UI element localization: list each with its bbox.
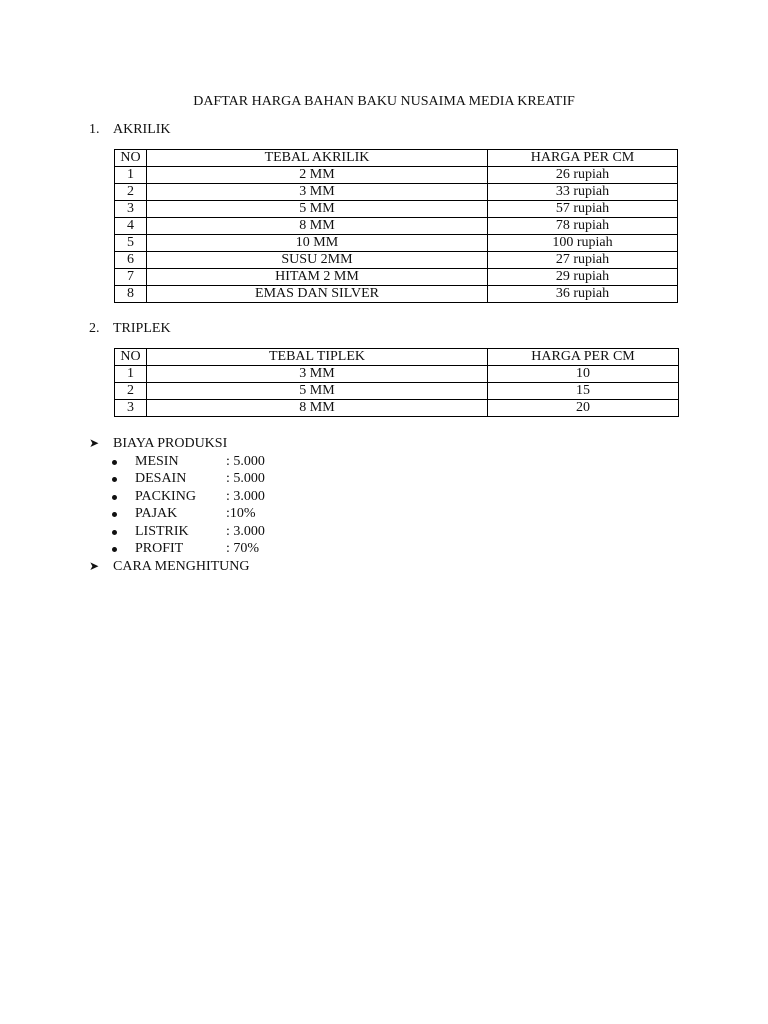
table-cell: 1 <box>115 167 147 184</box>
section-title: AKRILIK <box>113 122 171 137</box>
table-row <box>115 218 678 235</box>
table-cell: 15 <box>488 383 679 400</box>
table-row <box>115 184 678 201</box>
cost-value: : 3.000 <box>226 488 265 504</box>
section-number: 1. <box>89 122 100 137</box>
document-title: DAFTAR HARGA BAHAN BAKU NUSAIMA MEDIA KREATIF <box>193 94 575 109</box>
table-cell: 7 <box>115 269 147 286</box>
table-cell: 5 <box>115 235 147 252</box>
arrowhead-bullet-icon: ➤ <box>89 559 100 574</box>
column-header: HARGA PER CM <box>488 349 679 366</box>
cost-label: LISTRIK <box>135 523 189 539</box>
table-cell: HITAM 2 MM <box>147 269 488 286</box>
round-bullet-icon <box>112 512 117 517</box>
column-header: TEBAL TIPLEK <box>147 349 488 366</box>
table-row <box>115 201 678 218</box>
cost-label: MESIN <box>135 453 179 469</box>
section-heading-triplek <box>89 320 171 337</box>
biaya-produksi-title: BIAYA PRODUKSI <box>113 436 228 451</box>
section-number: 2. <box>89 321 100 336</box>
table-cell: 8 MM <box>147 400 488 417</box>
column-header: TEBAL AKRILIK <box>147 150 488 167</box>
arrowhead-bullet-icon: ➤ <box>89 436 100 450</box>
cost-value: : 70% <box>226 541 260 557</box>
table-cell: 3 <box>115 201 147 218</box>
table-cell: 26 rupiah <box>488 167 678 184</box>
akrilik-price-table <box>114 149 678 303</box>
table-cell: EMAS DAN SILVER <box>147 286 488 303</box>
table-cell: 3 MM <box>147 366 488 383</box>
cost-value: :10% <box>226 506 256 522</box>
table-cell: 5 MM <box>147 383 488 400</box>
table-cell: 27 rupiah <box>488 252 678 269</box>
cost-value: : 5.000 <box>226 471 265 487</box>
cost-label: PAJAK <box>135 506 178 522</box>
cost-label: DESAIN <box>135 471 187 487</box>
table-cell: 8 <box>115 286 147 303</box>
section-heading-akrilik <box>89 121 171 138</box>
table-cell: 2 <box>115 184 147 201</box>
round-bullet-icon <box>112 460 117 465</box>
table-cell: 57 rupiah <box>488 201 678 218</box>
table-cell: 2 MM <box>147 167 488 184</box>
table-cell: 100 rupiah <box>488 235 678 252</box>
column-header: NO <box>115 349 147 366</box>
triplek-price-table <box>114 348 679 417</box>
round-bullet-icon <box>112 495 117 500</box>
table-cell: 78 rupiah <box>488 218 678 235</box>
cost-label: PROFIT <box>135 541 184 557</box>
table-cell: 36 rupiah <box>488 286 678 303</box>
cost-label: PACKING <box>135 488 196 504</box>
table-cell: 10 <box>488 366 679 383</box>
table-row <box>115 167 678 184</box>
table-cell: 2 <box>115 383 147 400</box>
round-bullet-icon <box>112 547 117 552</box>
section-title: TRIPLEK <box>113 321 171 336</box>
table-cell: 5 MM <box>147 201 488 218</box>
table-row <box>115 269 678 286</box>
table-header-row <box>115 349 679 366</box>
table-row <box>115 286 678 303</box>
cost-value: : 5.000 <box>226 453 265 469</box>
cara-menghitung-title: CARA MENGHITUNG <box>113 559 250 575</box>
table-cell: 8 MM <box>147 218 488 235</box>
table-cell: 3 <box>115 400 147 417</box>
table-cell: 3 MM <box>147 184 488 201</box>
table-row <box>115 235 678 252</box>
table-cell: 10 MM <box>147 235 488 252</box>
table-cell: 33 rupiah <box>488 184 678 201</box>
table-cell: 1 <box>115 366 147 383</box>
table-row <box>115 366 679 383</box>
table-row <box>115 252 678 269</box>
column-header: NO <box>115 150 147 167</box>
table-cell: 20 <box>488 400 679 417</box>
table-cell: 6 <box>115 252 147 269</box>
table-row <box>115 400 679 417</box>
round-bullet-icon <box>112 477 117 482</box>
table-row <box>115 383 679 400</box>
column-header: HARGA PER CM <box>488 150 678 167</box>
table-cell: 29 rupiah <box>488 269 678 286</box>
table-cell: 4 <box>115 218 147 235</box>
round-bullet-icon <box>112 530 117 535</box>
cost-value: : 3.000 <box>226 523 265 539</box>
table-header-row <box>115 150 678 167</box>
table-cell: SUSU 2MM <box>147 252 488 269</box>
